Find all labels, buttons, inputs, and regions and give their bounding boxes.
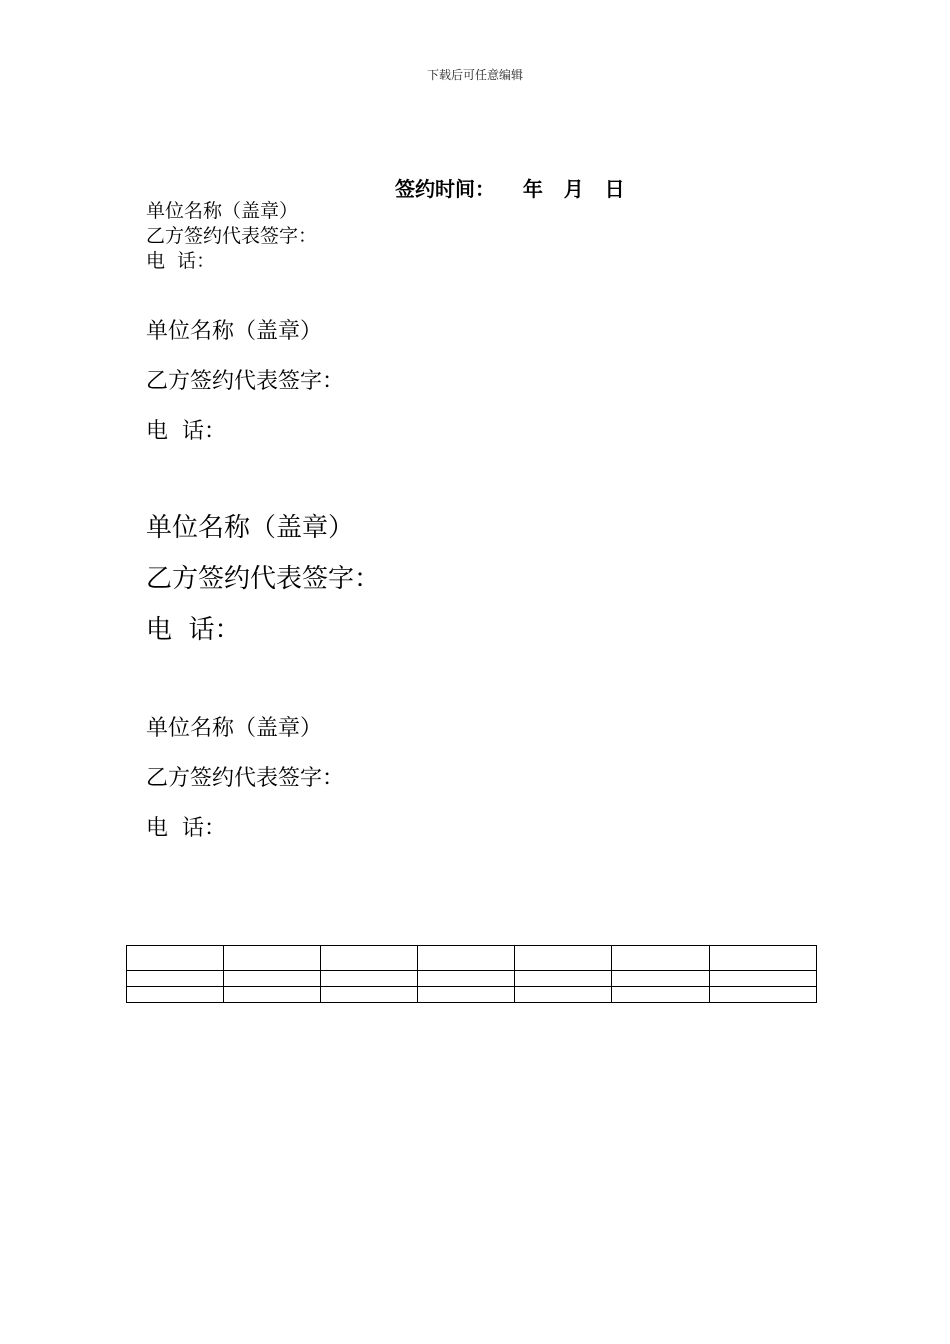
phone-label: 电 话： [146,615,241,645]
table-cell [127,971,224,987]
phone-label: 电 话： [146,816,226,841]
table-cell [224,987,321,1003]
table-row [127,987,817,1003]
empty-grid-table [126,945,817,1003]
table-cell [224,971,321,987]
representative-signature-label: 乙方签约代表签字： [146,369,345,394]
table-cell [515,971,612,987]
table-cell [418,946,515,971]
table-cell [710,987,817,1003]
table-cell [710,946,817,971]
table-cell [418,987,515,1003]
table-cell [127,946,224,971]
table-cell [321,987,418,1003]
table-cell [515,946,612,971]
table-cell [612,946,710,971]
table-cell [612,987,710,1003]
table-cell [515,987,612,1003]
signing-date: 签约时间： 年 月 日 [395,177,625,201]
representative-signature-label: 乙方签约代表签字： [146,766,345,791]
unit-name-label: 单位名称（盖章） [146,716,323,741]
signature-block-1 [146,199,317,274]
signature-block-2 [146,307,344,457]
signature-block-3 [146,503,380,656]
table-cell [710,971,817,987]
table-row [127,971,817,987]
table-cell [224,946,321,971]
table-row [127,946,817,971]
page-header-note: 下载后可任意编辑 [426,68,523,82]
table-cell [321,971,418,987]
representative-signature-label: 乙方签约代表签字： [146,225,318,247]
unit-name-label: 单位名称（盖章） [146,513,355,543]
table-cell [612,971,710,987]
unit-name-label: 单位名称（盖章） [146,319,323,344]
phone-label: 电 话： [146,419,226,444]
unit-name-label: 单位名称（盖章） [146,200,299,222]
table-cell [127,987,224,1003]
representative-signature-label: 乙方签约代表签字： [146,564,381,594]
table-cell [418,971,515,987]
signature-block-4 [146,704,344,854]
table-cell [321,946,418,971]
phone-label: 电 话： [146,250,216,272]
